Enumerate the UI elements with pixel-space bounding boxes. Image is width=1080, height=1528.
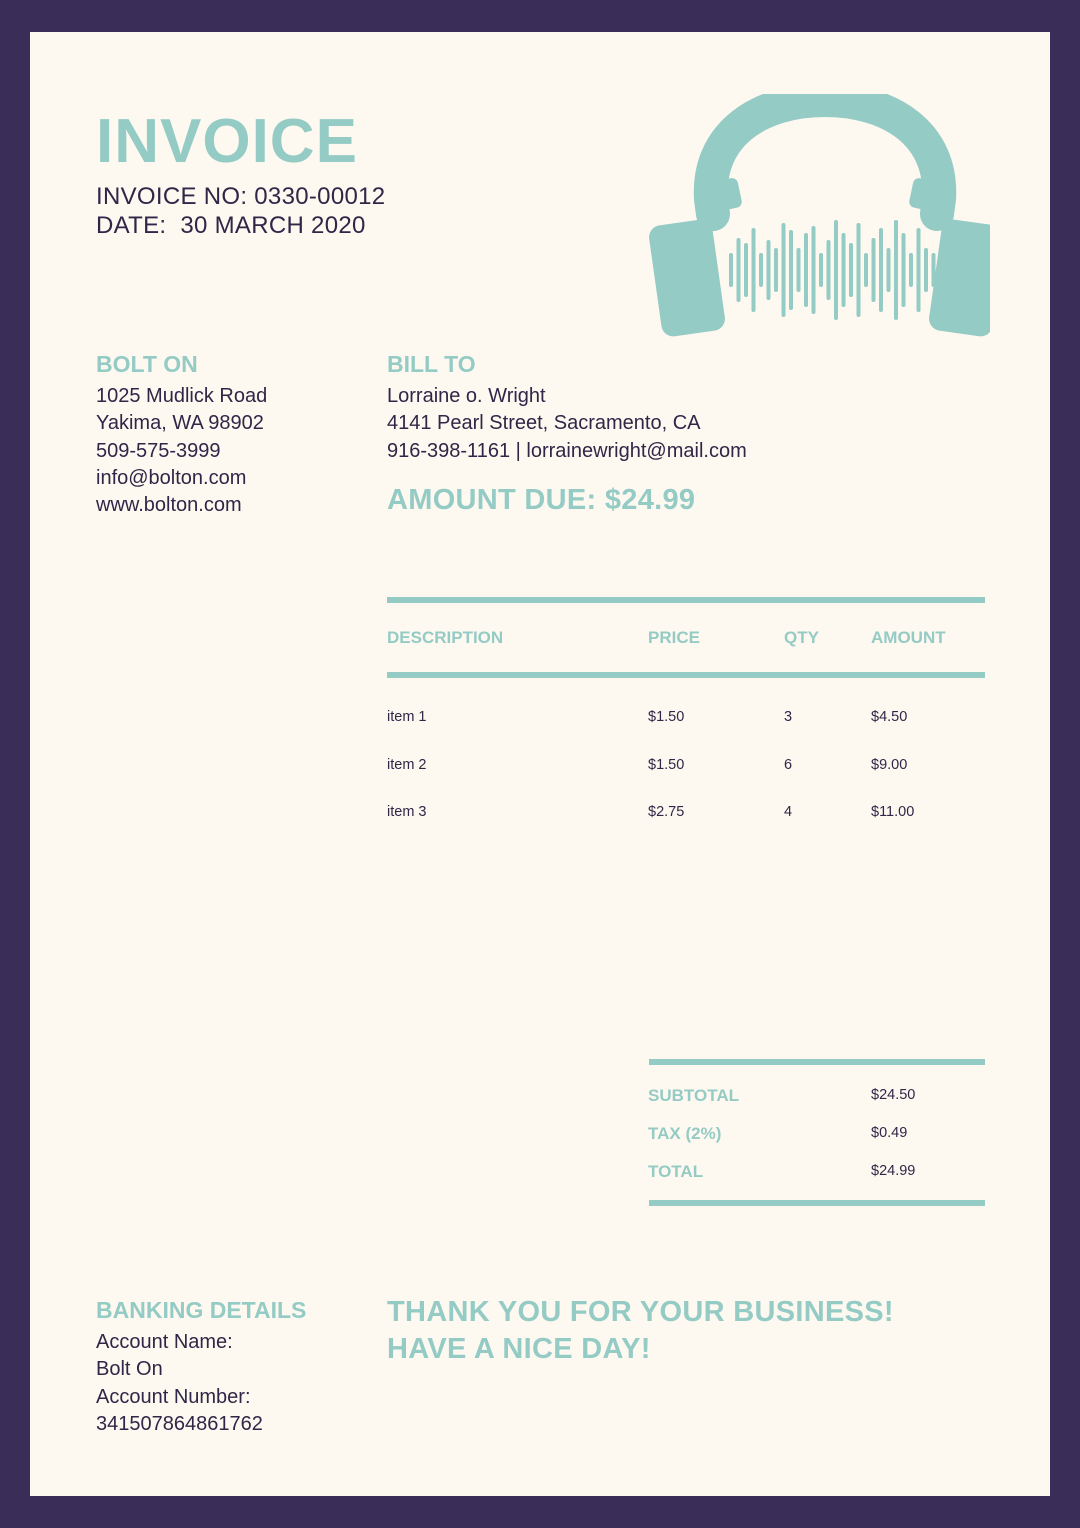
row-qty: 4 <box>784 804 793 820</box>
row-amount: $9.00 <box>871 757 908 773</box>
invoice-title: INVOICE <box>96 107 358 176</box>
row-price: $1.50 <box>648 709 685 725</box>
invoice-page <box>30 32 1050 1496</box>
sender-street: 1025 Mudlick Road <box>96 385 268 407</box>
column-header-amount: AMOUNT <box>871 628 946 647</box>
thank-you-line-2: HAVE A NICE DAY! <box>387 1333 651 1365</box>
sender-email: info@bolton.com <box>96 466 247 489</box>
client-contact: 916-398-1161 | lorrainewright@mail.com <box>387 439 747 462</box>
row-price: $2.75 <box>648 804 685 820</box>
column-header-description: DESCRIPTION <box>387 628 504 647</box>
invoice-meta <box>96 182 385 240</box>
row-description: item 3 <box>387 804 427 820</box>
row-qty: 6 <box>784 757 793 773</box>
invoice-date: DATE: 30 MARCH 2020 <box>96 212 366 239</box>
subtotal-value: $24.50 <box>871 1087 916 1103</box>
total-value: $24.99 <box>871 1163 916 1179</box>
thank-you-message <box>387 1294 894 1368</box>
account-number-label: Account Number: <box>96 1385 251 1408</box>
invoice-number: INVOICE NO: 0330-00012 <box>96 183 386 210</box>
banking-heading: BANKING DETAILS <box>96 1297 307 1323</box>
bill-to-heading: BILL TO <box>387 351 476 377</box>
banking-block <box>96 1296 306 1438</box>
totals-top-rule <box>649 1059 985 1065</box>
account-number-value: 341507864861762 <box>96 1412 263 1435</box>
sender-website: www.bolton.com <box>96 494 242 517</box>
row-price: $1.50 <box>648 757 685 773</box>
sender-name: BOLT ON <box>96 351 198 377</box>
total-label: TOTAL <box>648 1162 704 1181</box>
amount-due: AMOUNT DUE: $24.99 <box>387 484 696 516</box>
bill-to-block <box>387 350 747 465</box>
row-amount: $11.00 <box>871 804 915 820</box>
headphones-soundwave-icon <box>645 94 990 344</box>
column-header-qty: QTY <box>784 628 819 647</box>
tax-label: TAX (2%) <box>648 1124 722 1143</box>
account-name-label: Account Name: <box>96 1331 233 1353</box>
row-description: item 1 <box>387 709 427 725</box>
sender-city: Yakima, WA 98902 <box>96 412 264 435</box>
client-name: Lorraine o. Wright <box>387 385 546 407</box>
totals-bottom-rule <box>649 1200 985 1206</box>
row-amount: $4.50 <box>871 709 908 725</box>
client-address: 4141 Pearl Street, Sacramento, CA <box>387 412 701 435</box>
column-header-price: PRICE <box>648 628 700 647</box>
row-description: item 2 <box>387 757 427 773</box>
row-qty: 3 <box>784 709 793 725</box>
sender-block <box>96 350 267 519</box>
table-header-rule <box>387 672 985 678</box>
subtotal-label: SUBTOTAL <box>648 1086 739 1105</box>
table-top-rule <box>387 597 985 603</box>
thank-you-line-1: THANK YOU FOR YOUR BUSINESS! <box>387 1296 894 1328</box>
tax-value: $0.49 <box>871 1125 908 1141</box>
account-name-value: Bolt On <box>96 1358 163 1381</box>
sender-phone: 509-575-3999 <box>96 439 221 462</box>
